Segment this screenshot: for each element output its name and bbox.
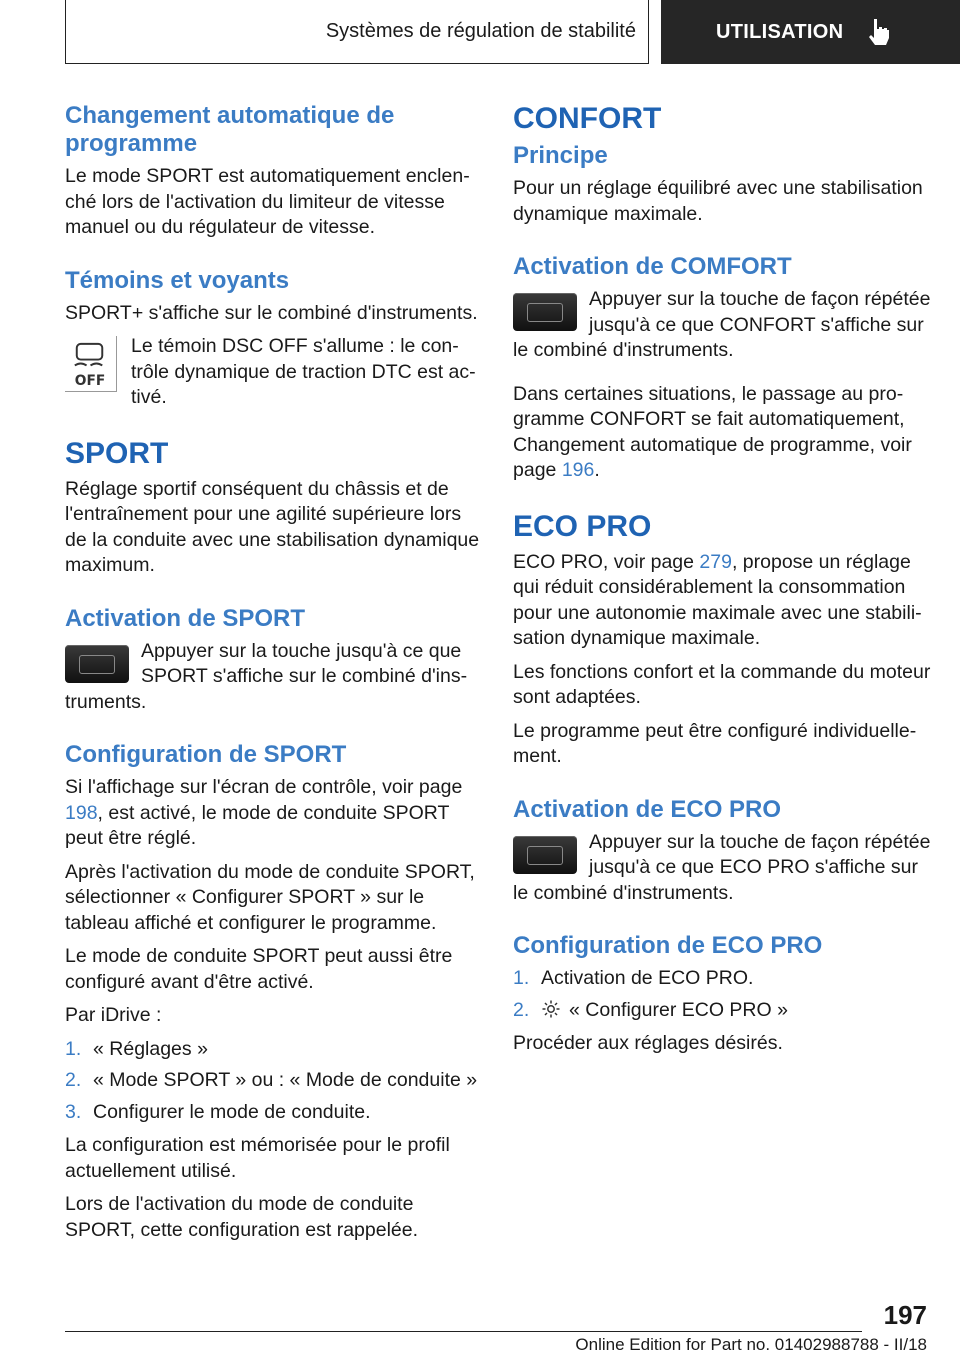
- dsc-text: Le témoin DSC OFF s'allume : le contrôle dynamique de traction DTC est activé.: [131, 335, 476, 408]
- page-link[interactable]: 196: [561, 459, 595, 481]
- sport-config-p4: Par iDrive :: [65, 1004, 162, 1026]
- right-column: [513, 102, 931, 1065]
- eco-p3: Le programme peut être configuré individuellement.: [513, 719, 917, 767]
- left-column: [65, 102, 480, 1251]
- heading-principle: Principe: [513, 142, 608, 169]
- page-link[interactable]: 198: [65, 801, 98, 824]
- heading-eco-activation: Activation de ECO PRO: [513, 795, 782, 823]
- sport-config-p1: Si l'affichage sur l'écran de contrôle, voir page 198, est activé, le mode de conduite SPORT peut être réglé.: [65, 776, 463, 849]
- heading-auto-change: Changement automatique de programme: [65, 102, 395, 157]
- heading-comfort-activation: Activation de COMFORT: [513, 253, 792, 280]
- page-number: 197: [883, 1300, 927, 1330]
- auto-change-text: Le mode SPORT est automatiquement enclenché lors de l'activation du limiteur de vitesse manuel ou du régulateur de vitesse.: [65, 165, 470, 238]
- dsc-off-icon: [65, 336, 117, 392]
- sport-config-p2: Après l'activation du mode de conduite SPORT, sélectionner « Configurer SPORT » sur le tableau affiché et configurer le programme.: [65, 860, 475, 934]
- chapter-title: UTILISATION: [716, 20, 844, 43]
- eco-activation-text: Appuyer sur la touche de façon répétée jusqu'à ce que ECO PRO s'affiche sur le combiné d'instruments.: [513, 830, 931, 904]
- footer-divider: [65, 1331, 862, 1332]
- eco-config-text: Procéder aux réglages désirés.: [513, 1032, 783, 1054]
- eco-p1: ECO PRO, voir page 279, propose un réglage qui réduit considérablement la consommation pour une autonomie maximale avec une stabilisation dynamique maximale.: [513, 550, 922, 649]
- header-chapter: [661, 0, 960, 64]
- driving-mode-button-icon: [513, 293, 577, 331]
- header-section: [65, 0, 649, 64]
- list-item: 2. « Configurer ECO PRO »: [513, 998, 788, 1021]
- list-item: 1. « Réglages »: [65, 1037, 208, 1060]
- sport-config-p3: Le mode de conduite SPORT peut aussi être configuré avant d'être activé.: [65, 945, 453, 993]
- heading-sport: SPORT: [65, 436, 169, 470]
- eco-config-steps: [513, 966, 931, 1023]
- sport-config-p5: La configuration est mémorisée pour le profil actuellement utilisé.: [65, 1134, 450, 1182]
- sport-config-p6: Lors de l'activation du mode de conduite SPORT, cette configuration est rappelée.: [65, 1193, 419, 1241]
- eco-p2: Les fonctions confort et la commande du moteur sont adaptées.: [513, 660, 931, 708]
- principle-text: Pour un réglage équilibré avec une stabilisation dynamique maximale.: [513, 177, 923, 225]
- footer-edition: Online Edition for Part no. 01402988788 - II/18: [575, 1335, 927, 1354]
- heading-indicators: Témoins et voyants: [65, 266, 290, 294]
- indicators-text: SPORT+ s'affiche sur le combiné d'instruments.: [65, 301, 478, 324]
- page-link[interactable]: 279: [699, 550, 732, 573]
- list-item: 1. Activation de ECO PRO.: [513, 967, 754, 989]
- heading-eco-config: Configuration de ECO PRO: [513, 932, 823, 959]
- heading-sport-config: Configuration de SPORT: [65, 741, 347, 768]
- sport-activation-text: Appuyer sur la touche jusqu'à ce que SPORT s'affiche sur le combiné d'instruments.: [65, 639, 468, 713]
- svg-text:OFF: OFF: [74, 373, 106, 390]
- driving-mode-button-icon: [513, 836, 577, 874]
- gear-icon: [541, 999, 561, 1019]
- list-item: 3. Configurer le mode de conduite.: [65, 1100, 371, 1123]
- comfort-auto-text: Dans certaines situations, le passage au programme CONFORT se fait automatiquement, Changement automatique de programme, voir page 196.: [513, 382, 912, 481]
- pointing-hand-icon: [865, 17, 891, 47]
- section-title: Systèmes de régulation de stabilité: [325, 20, 636, 42]
- sport-text: Réglage sportif conséquent du châssis et de l'entraînement pour une agilité supérieure lors de la conduite avec une stabilisation dynamique maximum.: [65, 477, 480, 576]
- sport-config-steps: [65, 1037, 480, 1126]
- list-item: 2. « Mode SPORT » ou : « Mode de conduite »: [65, 1069, 478, 1091]
- heading-comfort: CONFORT: [513, 102, 662, 135]
- heading-sport-activation: Activation de SPORT: [65, 604, 306, 632]
- dsc-block: [65, 334, 480, 419]
- driving-mode-button-icon: [65, 645, 129, 683]
- comfort-activation-text: Appuyer sur la touche de façon répétée jusqu'à ce que CONFORT s'affiche sur le combiné d'instruments.: [513, 288, 931, 361]
- heading-eco: ECO PRO: [513, 509, 652, 543]
